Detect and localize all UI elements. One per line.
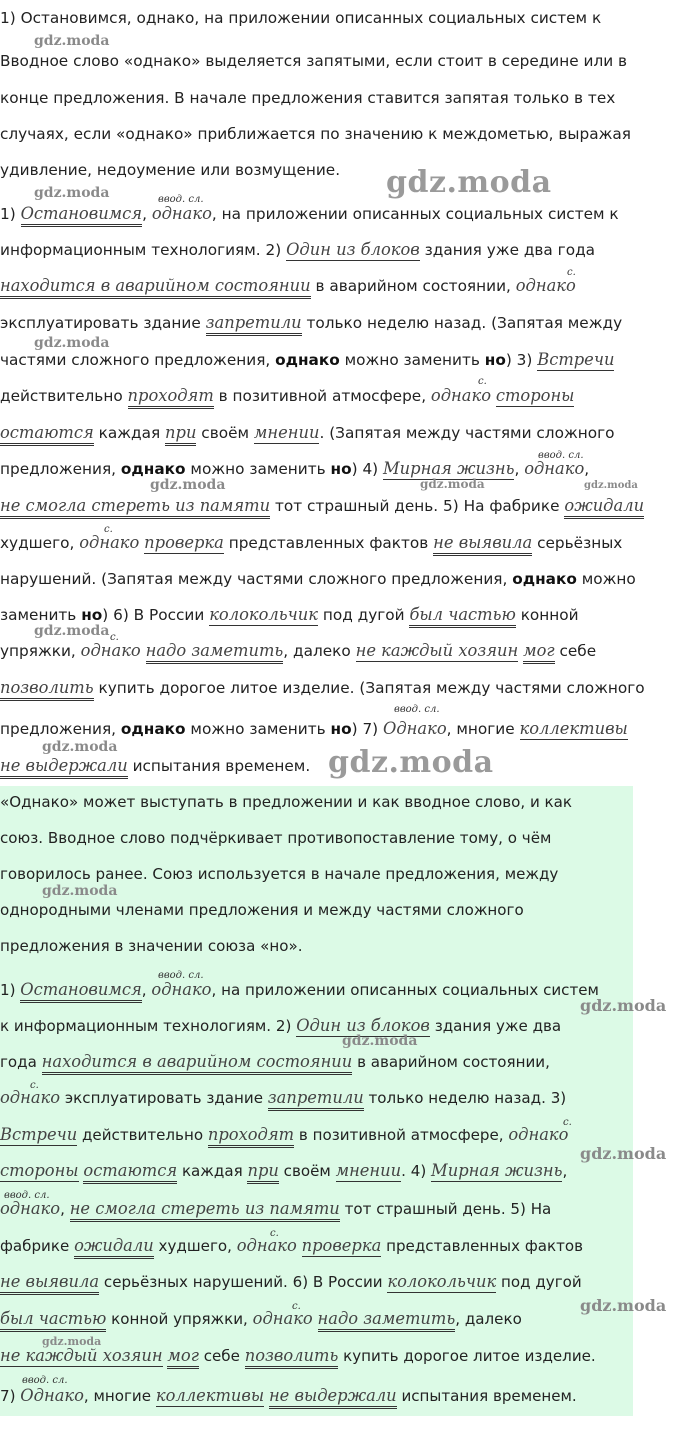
explanation-line: союз. Вводное слово подчёркивает противопоставление тому, о чём xyxy=(0,829,552,847)
watermark: gdz.moda xyxy=(34,623,110,639)
watermark: gdz.moda xyxy=(584,480,638,491)
rule-line: удивление, недоумение или возмущение. xyxy=(0,161,341,179)
predicate: запретили xyxy=(268,1088,364,1111)
answer-line: Встречи действительно проходят в позитивной атмосфере, однако xyxy=(0,1125,568,1145)
mark-intro-word: ввод. сл. xyxy=(538,450,584,461)
conjunction: однако xyxy=(430,386,491,405)
subject: колокольчик xyxy=(387,1272,497,1291)
predicate: позволить xyxy=(245,1346,339,1369)
predicate: не выдержали xyxy=(0,756,128,779)
conjunction: однако xyxy=(252,1309,313,1328)
predicate: не выдержали xyxy=(269,1386,397,1409)
intro-word: Однако xyxy=(20,1386,84,1405)
analysis-line: 1) Остановимся, однако, на приложении описанных социальных систем к xyxy=(0,204,619,224)
subject: колокольчик xyxy=(209,605,318,624)
analysis-line: предложения, однако можно заменить но) 4) Мирная жизнь, однако, xyxy=(0,459,590,478)
subject: Мирная жизнь xyxy=(383,459,515,478)
watermark: gdz.moda xyxy=(34,33,110,49)
mark-intro-word: ввод. сл. xyxy=(4,1190,50,1201)
subject: стороны xyxy=(495,386,575,405)
conjunction: однако xyxy=(80,641,141,660)
predicate: мог xyxy=(167,1346,199,1369)
subject: мнении xyxy=(253,423,320,442)
analysis-line: позволить купить дорогое литое изделие. (Запятая между частями сложного xyxy=(0,678,645,698)
answer-line: к информационным технологиям. 2) Один из блоков здания уже два xyxy=(0,1016,562,1035)
mark-conjunction: с. xyxy=(104,524,113,535)
subject: Один из блоков xyxy=(286,240,420,259)
intro-heading: 1) Остановимся, однако, на приложении описанных социальных систем к xyxy=(0,9,602,27)
predicate: мог xyxy=(523,641,555,664)
predicate: был частью xyxy=(409,605,515,628)
subject: Мирная жизнь xyxy=(431,1161,563,1180)
conjunction: однако xyxy=(236,1236,297,1255)
predicate: надо заметить xyxy=(318,1309,456,1332)
analysis-line: информационным технологиям. 2) Один из блоков здания уже два года xyxy=(0,240,596,259)
predicate: находится в аварийном состоянии xyxy=(0,276,311,299)
predicate: проходят xyxy=(128,386,214,409)
predicate: ожидали xyxy=(564,496,644,519)
answer-line: не выявила серьёзных нарушений. 6) В России колокольчик под дугой xyxy=(0,1272,582,1292)
answer-line: года находится в аварийном состоянии в аварийном состоянии, xyxy=(0,1052,550,1072)
subject: стороны xyxy=(0,1161,79,1180)
subject: проверка xyxy=(144,533,224,552)
analysis-line: не выдержали испытания временем. xyxy=(0,756,310,776)
rule-line: случаях, если «однако» приближается по значению к междометью, выражая xyxy=(0,125,631,143)
watermark: gdz.moda xyxy=(42,1335,102,1348)
rule-line: конце предложения. В начале предложения ставится запятая только в тех xyxy=(0,89,616,107)
predicate: не смогла стереть из памяти xyxy=(0,496,270,519)
predicate: Остановимся xyxy=(20,980,142,1003)
mark-conjunction: с. xyxy=(270,1228,279,1239)
answer-line: 1) Остановимся, однако, на приложении описанных социальных систем xyxy=(0,980,599,1000)
predicate: запретили xyxy=(206,313,302,336)
answer-line: однако эксплуатировать здание запретили только неделю назад. 3) xyxy=(0,1088,566,1108)
watermark: gdz.moda xyxy=(420,477,485,491)
watermark: gdz.moda xyxy=(580,1144,667,1163)
analysis-line: заменить но) 6) В России колокольчик под дугой был частью конной xyxy=(0,605,579,625)
intro-word: однако xyxy=(524,459,585,478)
intro-word: Однако xyxy=(383,719,447,738)
predicate: не выявила xyxy=(433,533,532,556)
mark-conjunction: с. xyxy=(478,376,487,387)
subject: коллективы xyxy=(519,719,628,738)
watermark: gdz.moda xyxy=(386,165,552,200)
mark-intro-word: ввод. сл. xyxy=(158,194,204,205)
answer-line: фабрике ожидали худшего, однако проверка представленных фактов xyxy=(0,1236,583,1256)
analysis-line: не смогла стереть из памяти тот страшный день. 5) На фабрике ожидали xyxy=(0,496,644,516)
subject: Встречи xyxy=(537,350,615,369)
predicate: надо заметить xyxy=(146,641,284,664)
mark-conjunction: с. xyxy=(563,1117,572,1128)
mark-conjunction: с. xyxy=(110,632,119,643)
predicate: позволить xyxy=(0,678,94,701)
analysis-line: действительно проходят в позитивной атмосфере, однако стороны xyxy=(0,386,574,406)
predicate: остаются xyxy=(0,423,94,446)
watermark: gdz.moda xyxy=(580,1296,667,1315)
predicate: не выявила xyxy=(0,1272,99,1295)
conjunction: однако xyxy=(79,533,140,552)
intro-word: однако xyxy=(151,980,212,999)
analysis-line: нарушений. (Запятая между частями сложного предложения, однако можно xyxy=(0,570,636,588)
answer-line: не каждый хозяин мог себе позволить купить дорогое литое изделие. xyxy=(0,1346,596,1366)
watermark: gdz.moda xyxy=(34,335,110,351)
conjunction: однако xyxy=(508,1125,569,1144)
subject: не каждый хозяин xyxy=(355,641,519,660)
predicate: Остановимся xyxy=(21,204,143,227)
intro-word: однако xyxy=(0,1199,61,1218)
watermark: gdz.moda xyxy=(34,185,110,201)
watermark: gdz.moda xyxy=(328,745,494,780)
analysis-line: худшего, однако проверка представленных фактов не выявила серьёзных xyxy=(0,533,622,553)
subject: не каждый хозяин xyxy=(0,1346,163,1365)
mark-conjunction: с. xyxy=(567,267,576,278)
answer-line: стороны остаются каждая при своём мнении. 4) Мирная жизнь, xyxy=(0,1161,567,1181)
mark-conjunction: с. xyxy=(292,1301,301,1312)
subject: коллективы xyxy=(155,1386,265,1405)
explanation-line: «Однако» может выступать в предложении и как вводное слово, и как xyxy=(0,793,573,811)
conjunction: однако xyxy=(515,276,576,295)
conjunction: однако xyxy=(0,1088,61,1107)
rule-line: Вводное слово «однако» выделяется запятыми, если стоит в середине или в xyxy=(0,52,628,70)
answer-line: 7) Однако, многие коллективы не выдержали испытания временем. xyxy=(0,1386,577,1406)
intro-word: однако xyxy=(151,204,212,223)
subject: Один из блоков xyxy=(296,1016,430,1035)
mark-intro-word: ввод. сл. xyxy=(22,1375,68,1386)
predicate: остаются xyxy=(83,1161,177,1184)
explanation-line: говорилось ранее. Союз используется в начале предложения, между xyxy=(0,865,559,883)
answer-line: был частью конной упряжки, однако надо заметить, далеко xyxy=(0,1309,522,1329)
mark-intro-word: ввод. сл. xyxy=(158,970,204,981)
watermark: gdz.moda xyxy=(150,477,226,493)
answer-line: однако, не смогла стереть из памяти тот страшный день. 5) На xyxy=(0,1199,551,1219)
predicate: был частью xyxy=(0,1309,106,1332)
predicate: находится в аварийном состоянии xyxy=(42,1052,353,1075)
explanation-line: предложения в значении союза «но». xyxy=(0,937,303,955)
predicate: при xyxy=(165,423,196,446)
predicate: проходят xyxy=(208,1125,294,1148)
predicate: не смогла стереть из памяти xyxy=(70,1199,340,1222)
mark-intro-word: ввод. сл. xyxy=(394,704,440,715)
watermark: gdz.moda xyxy=(580,996,667,1015)
analysis-line: эксплуатировать здание запретили только неделю назад. (Запятая между xyxy=(0,313,622,333)
explanation-line: однородными членами предложения и между частями сложного xyxy=(0,901,524,919)
analysis-line: упряжки, однако надо заметить, далеко не каждый хозяин мог себе xyxy=(0,641,596,661)
mark-conjunction: с. xyxy=(30,1080,39,1091)
analysis-line: остаются каждая при своём мнении. (Запятая между частями сложного xyxy=(0,423,614,443)
subject: Встречи xyxy=(0,1125,78,1144)
watermark: gdz.moda xyxy=(42,739,118,755)
analysis-line: предложения, однако можно заменить но) 7) Однако, многие коллективы xyxy=(0,719,628,738)
predicate: ожидали xyxy=(74,1236,154,1259)
predicate: при xyxy=(247,1161,278,1184)
analysis-line: частями сложного предложения, однако можно заменить но) 3) Встречи xyxy=(0,350,615,369)
watermark: gdz.moda xyxy=(42,883,118,899)
watermark: gdz.moda xyxy=(342,1033,418,1049)
subject: мнении xyxy=(335,1161,402,1180)
analysis-line: находится в аварийном состоянии в аварийном состоянии, однако xyxy=(0,276,576,296)
subject: проверка xyxy=(301,1236,382,1255)
